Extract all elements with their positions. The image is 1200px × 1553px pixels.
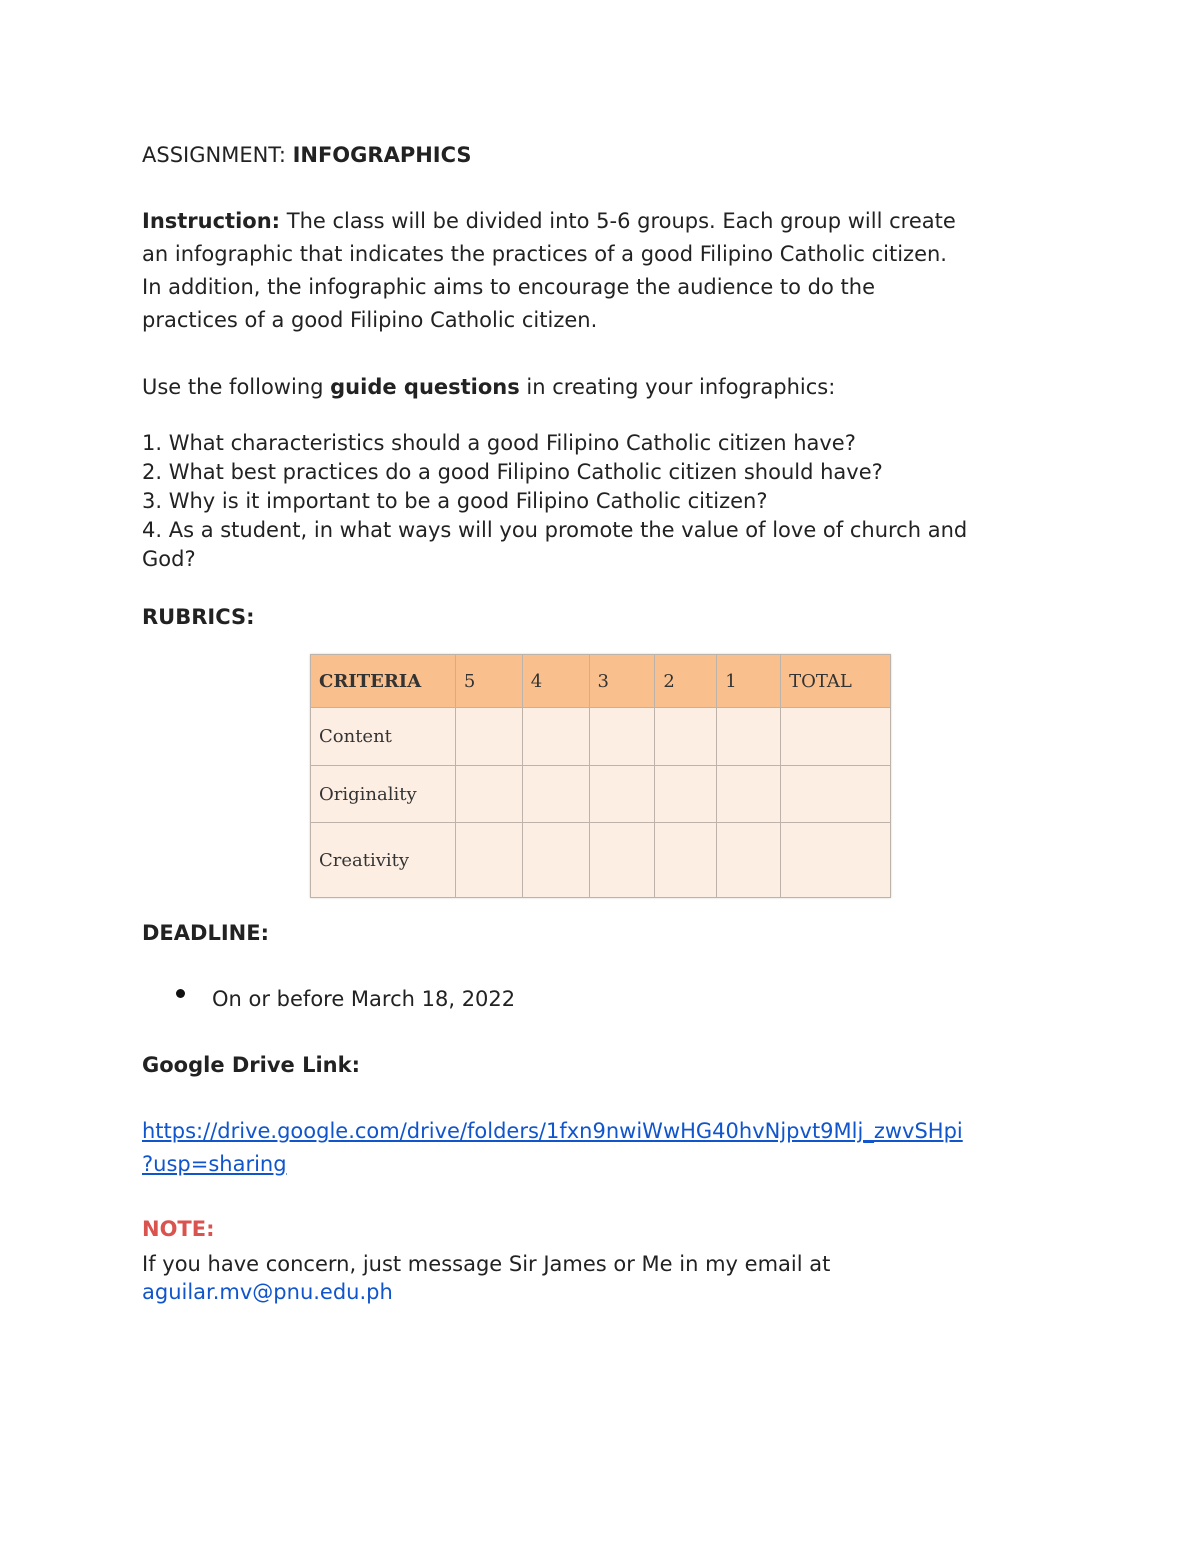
drive-link-line[interactable]: https://drive.google.com/drive/folders/1fxn9nwiWwHG40hvNjpvt9Mlj_zwvSHpi [142,1119,963,1143]
score-cell [655,708,717,766]
guide-intro [142,371,835,404]
rubrics-label: RUBRICS: [142,605,255,629]
score-cell [717,823,781,898]
deadline-item: On or before March 18, 2022 [212,987,516,1011]
question-item: 1. What characteristics should a good Filipino Catholic citizen have? [142,431,856,455]
drive-link-label: Google Drive Link: [142,1053,360,1077]
header-score-4: 4 [522,655,589,708]
rubric-row [311,823,891,898]
score-cell [655,823,717,898]
rubric-row [311,766,891,823]
guide-post: in creating your infographics: [519,375,836,399]
score-cell [455,766,522,823]
score-cell [717,708,781,766]
score-cell [522,766,589,823]
deadline-label: DEADLINE: [142,921,269,945]
assignment-heading [142,139,472,172]
rubrics-table [310,654,891,898]
score-cell [655,766,717,823]
bullet-icon [176,989,185,998]
guide-pre: Use the following [142,375,331,399]
question-item: God? [142,547,196,571]
instruction-line: an infographic that indicates the practices of a good Filipino Catholic citizen. [142,242,947,266]
header-score-2: 2 [655,655,717,708]
score-cell [717,766,781,823]
email-link[interactable]: aguilar.mv@pnu.edu.ph [142,1280,393,1304]
criteria-creativity: Creativity [311,823,456,898]
total-cell [781,708,891,766]
rubric-row [311,708,891,766]
total-cell [781,823,891,898]
instruction-line: In addition, the infographic aims to encourage the audience to do the [142,275,875,299]
criteria-originality: Originality [311,766,456,823]
instruction-text: The class will be divided into 5-6 groups. Each group will create [280,209,956,233]
drive-link-line[interactable]: ?usp=sharing [142,1152,287,1176]
note-label: NOTE: [142,1217,215,1241]
header-score-1: 1 [717,655,781,708]
score-cell [589,823,655,898]
header-score-5: 5 [455,655,522,708]
heading-title: INFOGRAPHICS [292,143,472,167]
note-text: If you have concern, just message Sir James or Me in my email at [142,1252,831,1276]
heading-prefix: ASSIGNMENT: [142,143,293,167]
question-item: 3. Why is it important to be a good Filipino Catholic citizen? [142,489,768,513]
score-cell [589,766,655,823]
score-cell [522,823,589,898]
score-cell [455,708,522,766]
header-total: TOTAL [781,655,891,708]
score-cell [522,708,589,766]
guide-bold: guide questions [330,375,520,399]
score-cell [455,823,522,898]
instruction-line [142,205,956,238]
question-item: 2. What best practices do a good Filipino Catholic citizen should have? [142,460,883,484]
question-item: 4. As a student, in what ways will you promote the value of love of church and [142,518,968,542]
instruction-label: Instruction: [142,209,281,233]
rubrics-header-row [311,655,891,708]
criteria-content: Content [311,708,456,766]
total-cell [781,766,891,823]
header-criteria: CRITERIA [311,655,456,708]
instruction-line: practices of a good Filipino Catholic citizen. [142,308,598,332]
header-score-3: 3 [589,655,655,708]
score-cell [589,708,655,766]
